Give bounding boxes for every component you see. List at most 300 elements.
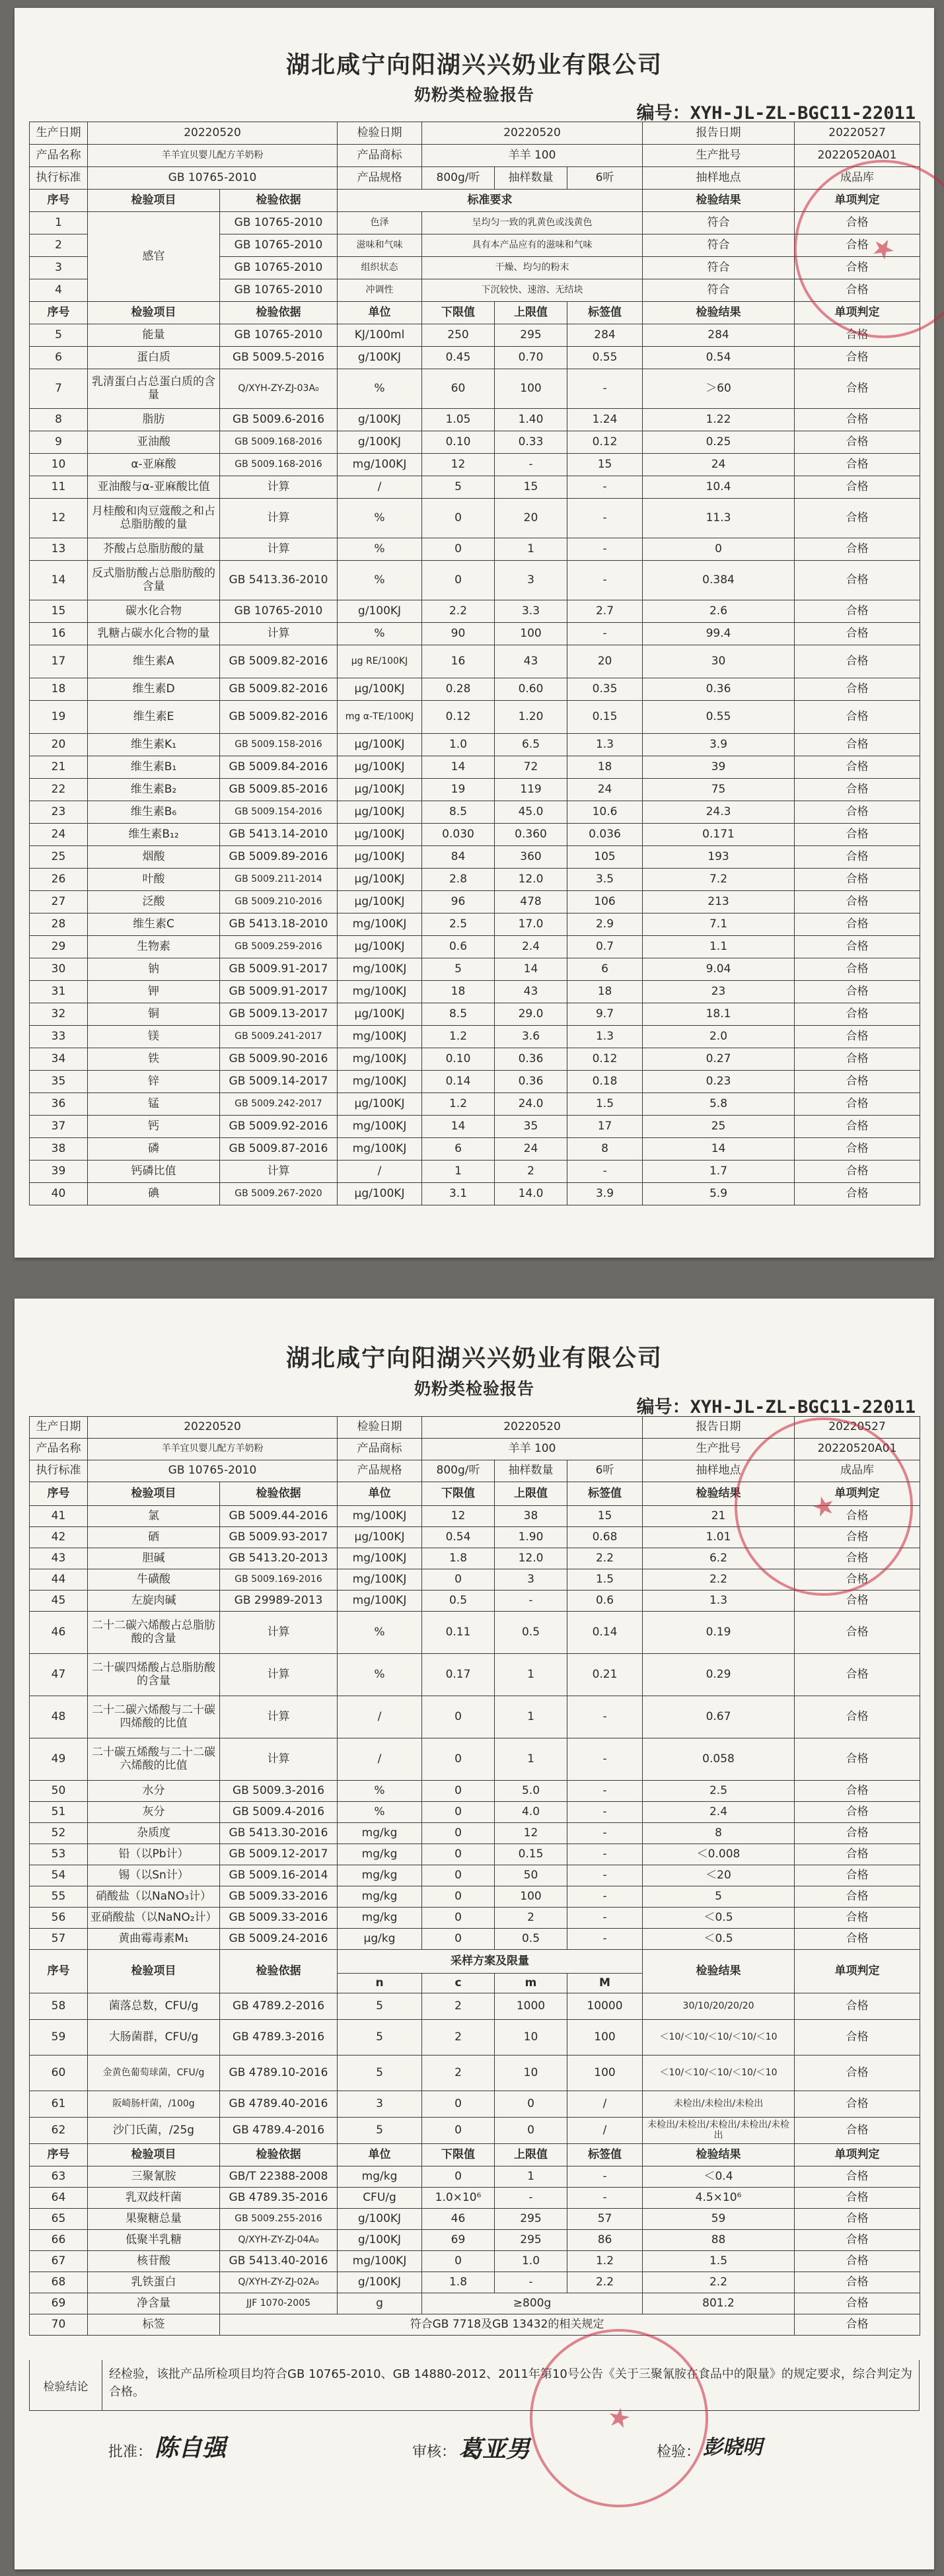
inspection-date-label: 检验日期 — [338, 1417, 422, 1439]
item-upper-limit: 295 — [495, 324, 567, 347]
item-lower-limit: 0.45 — [422, 347, 495, 369]
item-verdict: 合格 — [795, 409, 920, 431]
product-name-value: 羊羊宜贝婴儿配方羊奶粉 — [88, 145, 338, 167]
sample-c: 2 — [422, 2056, 495, 2091]
item-name: 净含量 — [88, 2293, 220, 2314]
item-label-value: - — [567, 2166, 643, 2188]
item-result: 2.5 — [643, 1781, 795, 1802]
item-lower-limit: 84 — [422, 846, 495, 869]
item-no: 63 — [30, 2166, 88, 2188]
table-row — [30, 981, 920, 1003]
table-row — [30, 645, 920, 678]
item-method: GB 5413.40-2016 — [220, 2251, 338, 2272]
item-verdict: 合格 — [795, 2188, 920, 2209]
item-label-value: 17 — [567, 1116, 643, 1138]
item-method: GB 10765-2010 — [220, 234, 338, 257]
item-name: 铜 — [88, 1003, 220, 1026]
sample-M: / — [567, 2118, 643, 2144]
item-lower-limit: 1.2 — [422, 1093, 495, 1116]
batch-number-value: 20220520A01 — [795, 145, 920, 167]
item-no: 17 — [30, 645, 88, 678]
item-upper-limit: 14.0 — [495, 1183, 567, 1205]
column-header: 序号 — [30, 1950, 88, 1993]
item-lower-limit: 0 — [422, 1886, 495, 1908]
item-result: 10.4 — [643, 476, 795, 499]
item-result: 24.3 — [643, 801, 795, 824]
micro-row — [30, 2118, 920, 2144]
item-lower-limit: 0 — [422, 1823, 495, 1844]
item-name: 大肠菌群，CFU/g — [88, 2020, 220, 2056]
item-lower-limit: 14 — [422, 1116, 495, 1138]
item-name: 标签 — [88, 2314, 220, 2336]
item-upper-limit: 478 — [495, 891, 567, 913]
item-no: 10 — [30, 454, 88, 476]
seal-star-icon: ★ — [865, 230, 901, 268]
production-date-value: 20220520 — [88, 1417, 338, 1439]
column-header: 检验项目 — [88, 1950, 220, 1993]
item-method: JJF 1070-2005 — [220, 2293, 338, 2314]
item-unit: μg/100KJ — [338, 1003, 422, 1026]
item-method: GB 5009.5-2016 — [220, 347, 338, 369]
item-no: 70 — [30, 2314, 88, 2336]
column-header: 检验结果 — [643, 1950, 795, 1993]
item-no: 43 — [30, 1548, 88, 1569]
table-row — [30, 347, 920, 369]
item-verdict: 合格 — [795, 324, 920, 347]
item-upper-limit: 295 — [495, 2230, 567, 2251]
item-no: 14 — [30, 561, 88, 600]
item-unit: % — [338, 1654, 422, 1696]
item-unit: μg/100KJ — [338, 678, 422, 701]
item-name: 低聚半乳糖 — [88, 2230, 220, 2251]
table-row — [30, 678, 920, 701]
item-no: 53 — [30, 1844, 88, 1865]
item-name: 维生素K₁ — [88, 734, 220, 756]
sampling-sub-header: n — [338, 1974, 422, 1993]
header-block — [30, 122, 920, 190]
item-lower-limit: 96 — [422, 891, 495, 913]
item-label-value: - — [567, 1781, 643, 1802]
item-label-value: 0.35 — [567, 678, 643, 701]
item-method: 计算 — [220, 1696, 338, 1738]
table-row — [30, 1929, 920, 1950]
table-row — [30, 324, 920, 347]
item-verdict: 合格 — [795, 369, 920, 409]
item-lower-limit: 0.28 — [422, 678, 495, 701]
sample-location-label: 抽样地点 — [643, 167, 795, 190]
item-method: GB 5009.84-2016 — [220, 756, 338, 779]
item-result: 0.058 — [643, 1738, 795, 1781]
item-label-value: - — [567, 623, 643, 645]
item-result: 0.171 — [643, 824, 795, 846]
item-verdict: 合格 — [795, 600, 920, 623]
item-no: 62 — [30, 2118, 88, 2144]
item-no: 39 — [30, 1161, 88, 1183]
column-header: 单项判定 — [795, 1950, 920, 1993]
item-result: 1.3 — [643, 1591, 795, 1612]
sensory-header-row — [30, 190, 920, 212]
item-name: 杂质度 — [88, 1823, 220, 1844]
sampling-sub-header: m — [495, 1974, 567, 1993]
item-lower-limit: 0.10 — [422, 1048, 495, 1071]
item-result: 30 — [643, 645, 795, 678]
column-header: 检验项目 — [88, 1482, 220, 1506]
item-label-value: 0.6 — [567, 1591, 643, 1612]
item-result: 6.2 — [643, 1548, 795, 1569]
sensory-requirement: 干燥、均匀的粉末 — [422, 257, 643, 279]
micro-row — [30, 1993, 920, 2020]
item-unit: mg/kg — [338, 2166, 422, 2188]
item-result: 5 — [643, 1886, 795, 1908]
item-no: 30 — [30, 958, 88, 981]
item-result: ＞60 — [643, 369, 795, 409]
item-label-value: 0.036 — [567, 824, 643, 846]
item-method: 计算 — [220, 1161, 338, 1183]
item-no: 27 — [30, 891, 88, 913]
item-upper-limit: 100 — [495, 623, 567, 645]
sample-n: 3 — [338, 2091, 422, 2118]
item-verdict: 合格 — [795, 891, 920, 913]
item-method: GB 5009.85-2016 — [220, 779, 338, 801]
item-upper-limit: 12.0 — [495, 869, 567, 891]
item-name: 乳铁蛋白 — [88, 2272, 220, 2293]
item-upper-limit: - — [495, 2272, 567, 2293]
item-method: 计算 — [220, 623, 338, 645]
item-verdict: 合格 — [795, 734, 920, 756]
item-unit: mg/100KJ — [338, 1071, 422, 1093]
item-result: 符合 — [643, 279, 795, 302]
item-method: GB 5009.13-2017 — [220, 1003, 338, 1026]
item-no: 55 — [30, 1886, 88, 1908]
batch-number-value: 20220520A01 — [795, 1439, 920, 1460]
item-verdict: 合格 — [795, 1026, 920, 1048]
item-upper-limit: 1 — [495, 538, 567, 561]
item-unit: μg/100KJ — [338, 824, 422, 846]
item-label-value: - — [567, 1738, 643, 1781]
review-signature: 葛亚男 — [458, 2435, 530, 2463]
item-upper-limit: 0.33 — [495, 431, 567, 454]
item-upper-limit: 12 — [495, 1823, 567, 1844]
spec-label: 产品规格 — [338, 1460, 422, 1482]
item-lower-limit: 1.8 — [422, 1548, 495, 1569]
item-no: 19 — [30, 701, 88, 734]
item-name: 能量 — [88, 324, 220, 347]
item-lower-limit: 1.2 — [422, 1026, 495, 1048]
item-label-value: 3.5 — [567, 869, 643, 891]
item-unit: μg/100KJ — [338, 801, 422, 824]
item-lower-limit: 90 — [422, 623, 495, 645]
table-row — [30, 701, 920, 734]
seal-star-icon: ★ — [604, 2401, 634, 2435]
sample-n: 5 — [338, 1993, 422, 2020]
item-method: GB 5009.3-2016 — [220, 1781, 338, 1802]
item-verdict: 合格 — [795, 1654, 920, 1696]
item-no: 2 — [30, 234, 88, 257]
item-verdict: 合格 — [795, 431, 920, 454]
item-label-value: 0.15 — [567, 701, 643, 734]
item-no: 29 — [30, 936, 88, 958]
column-header: 标签值 — [567, 2144, 643, 2166]
item-name: 蛋白质 — [88, 347, 220, 369]
sample-qty-value: 6听 — [567, 1460, 643, 1482]
item-name: 维生素C — [88, 913, 220, 936]
item-lower-limit: 0 — [422, 1929, 495, 1950]
column-header: 单位 — [338, 1482, 422, 1506]
item-no: 41 — [30, 1506, 88, 1527]
report-page-1 — [15, 8, 934, 1258]
sample-n: 5 — [338, 2056, 422, 2091]
item-no: 61 — [30, 2091, 88, 2118]
table-row — [30, 538, 920, 561]
item-method: GB/T 22388-2008 — [220, 2166, 338, 2188]
batch-number-label: 生产批号 — [643, 145, 795, 167]
standard-value: GB 10765-2010 — [88, 167, 338, 190]
item-method: GB 5009.12-2017 — [220, 1844, 338, 1865]
item-verdict: 合格 — [795, 538, 920, 561]
standard-label: 执行标准 — [30, 167, 88, 190]
item-label-value: - — [567, 1823, 643, 1844]
report-subtitle: 奶粉类检验报告 — [414, 1379, 534, 1398]
column-header-row — [30, 2144, 920, 2166]
item-verdict: 合格 — [795, 454, 920, 476]
table-row — [30, 2251, 920, 2272]
item-upper-limit: 3 — [495, 561, 567, 600]
item-upper-limit: - — [495, 454, 567, 476]
item-result: ＜10/＜10/＜10/＜10/＜10 — [643, 2056, 795, 2091]
item-lower-limit: 12 — [422, 454, 495, 476]
item-result: 30/10/20/20/20 — [643, 1993, 795, 2020]
sample-M: / — [567, 2091, 643, 2118]
table-row — [30, 1591, 920, 1612]
item-name: 三聚氰胺 — [88, 2166, 220, 2188]
item-upper-limit: 50 — [495, 1865, 567, 1886]
item-label-value: 0.7 — [567, 936, 643, 958]
item-result: 99.4 — [643, 623, 795, 645]
item-result: 21 — [643, 1506, 795, 1527]
item-method: GB 5009.92-2016 — [220, 1116, 338, 1138]
item-label-value: 8 — [567, 1138, 643, 1161]
item-result: 1.1 — [643, 936, 795, 958]
report-serial-number: 编号：XYH-JL-ZL-BGC11-22011 — [636, 1397, 916, 1417]
item-result: 18.1 — [643, 1003, 795, 1026]
item-lower-limit: 1.05 — [422, 409, 495, 431]
item-lower-limit: 2.5 — [422, 913, 495, 936]
item-no: 3 — [30, 257, 88, 279]
item-label-value: 3.9 — [567, 1183, 643, 1205]
column-header: 检验结果 — [643, 1482, 795, 1506]
column-header: 单位 — [338, 302, 422, 324]
item-verdict: 合格 — [795, 476, 920, 499]
table-row — [30, 801, 920, 824]
item-result: 25 — [643, 1116, 795, 1138]
item-label-value: 9.7 — [567, 1003, 643, 1026]
item-upper-limit: 0.5 — [495, 1929, 567, 1950]
item-name: 二十碳四烯酸占总脂肪酸的含量 — [88, 1654, 220, 1696]
column-header: 检验结果 — [643, 190, 795, 212]
item-result: 5.8 — [643, 1093, 795, 1116]
item-unit: μg/kg — [338, 1929, 422, 1950]
item-no: 31 — [30, 981, 88, 1003]
item-no: 7 — [30, 369, 88, 409]
sample-c: 2 — [422, 1993, 495, 2020]
item-name: 二十碳五烯酸与二十二碳六烯酸的比值 — [88, 1738, 220, 1781]
item-lower-limit: 16 — [422, 645, 495, 678]
table-row — [30, 913, 920, 936]
item-name: 二十二碳六烯酸占总脂肪酸的含量 — [88, 1612, 220, 1654]
item-upper-limit: 15 — [495, 476, 567, 499]
approve-label: 批准： — [108, 2444, 153, 2460]
item-verdict: 合格 — [795, 1003, 920, 1026]
item-unit: / — [338, 1738, 422, 1781]
item-lower-limit: 0.12 — [422, 701, 495, 734]
item-name: 乳糖占碳水化合物的量 — [88, 623, 220, 645]
item-lower-limit: 0 — [422, 1802, 495, 1823]
item-lower-limit: 8.5 — [422, 1003, 495, 1026]
item-no: 24 — [30, 824, 88, 846]
report-date-value: 20220527 — [795, 1417, 920, 1439]
sample-location-label: 抽样地点 — [643, 1460, 795, 1482]
item-lower-limit: 2.2 — [422, 600, 495, 623]
item-no: 4 — [30, 279, 88, 302]
item-lower-limit: 1.0×10⁶ — [422, 2188, 495, 2209]
item-method: GB 5413.20-2013 — [220, 1548, 338, 1569]
item-unit: μg/100KJ — [338, 891, 422, 913]
table-row — [30, 2293, 920, 2314]
item-unit: μg/100KJ — [338, 936, 422, 958]
item-upper-limit: 20 — [495, 499, 567, 538]
sensory-item: 色泽 — [338, 212, 422, 234]
item-label-value: 106 — [567, 891, 643, 913]
header-row-standard — [30, 167, 920, 190]
item-unit: CFU/g — [338, 2188, 422, 2209]
column-header: 检验依据 — [220, 2144, 338, 2166]
item-verdict: 合格 — [795, 1506, 920, 1527]
label-requirement: 符合GB 7718及GB 13432的相关规定 — [220, 2314, 795, 2336]
table-row — [30, 600, 920, 623]
item-upper-limit: 12.0 — [495, 1548, 567, 1569]
item-upper-limit: 1 — [495, 1738, 567, 1781]
item-lower-limit: 1.0 — [422, 734, 495, 756]
item-verdict: 合格 — [795, 1802, 920, 1823]
item-upper-limit: 0.60 — [495, 678, 567, 701]
table-row — [30, 1696, 920, 1738]
item-verdict: 合格 — [795, 869, 920, 891]
sample-m: 10 — [495, 2056, 567, 2091]
column-header: 单项判定 — [795, 190, 920, 212]
item-unit: mg/kg — [338, 1844, 422, 1865]
sensory-item: 冲调性 — [338, 279, 422, 302]
item-label-value: 1.2 — [567, 2251, 643, 2272]
item-name: 烟酸 — [88, 846, 220, 869]
item-verdict: 合格 — [795, 1865, 920, 1886]
table-row — [30, 1026, 920, 1048]
item-name: 氯 — [88, 1506, 220, 1527]
sample-M: 10000 — [567, 1993, 643, 2020]
item-no: 68 — [30, 2272, 88, 2293]
item-no: 66 — [30, 2230, 88, 2251]
item-name: 碳水化合物 — [88, 600, 220, 623]
column-header: 上限值 — [495, 302, 567, 324]
column-header: 检验结果 — [643, 2144, 795, 2166]
column-header: 标签值 — [567, 302, 643, 324]
item-unit: mg/100KJ — [338, 913, 422, 936]
item-lower-limit: 12 — [422, 1506, 495, 1527]
item-no: 60 — [30, 2056, 88, 2091]
item-verdict: 合格 — [795, 1696, 920, 1738]
item-no: 45 — [30, 1591, 88, 1612]
item-unit: μg/100KJ — [338, 846, 422, 869]
product-name-value: 羊羊宜贝婴儿配方羊奶粉 — [88, 1439, 338, 1460]
column-header-row — [30, 302, 920, 324]
item-unit: μg/100KJ — [338, 1093, 422, 1116]
item-method: GB 5009.210-2016 — [220, 891, 338, 913]
item-upper-limit: 35 — [495, 1116, 567, 1138]
item-label-value: 1.5 — [567, 1569, 643, 1591]
item-no: 37 — [30, 1116, 88, 1138]
column-header: 上限值 — [495, 1482, 567, 1506]
table-row — [30, 1844, 920, 1865]
item-unit: % — [338, 623, 422, 645]
table-row — [30, 1612, 920, 1654]
column-header: 标签值 — [567, 1482, 643, 1506]
table-row — [30, 891, 920, 913]
item-upper-limit: - — [495, 1591, 567, 1612]
item-no: 69 — [30, 2293, 88, 2314]
item-lower-limit: 1 — [422, 1161, 495, 1183]
item-label-value: - — [567, 499, 643, 538]
item-method: GB 5009.242-2017 — [220, 1093, 338, 1116]
brand-value: 羊羊 100 — [422, 145, 643, 167]
item-label-value: 15 — [567, 1506, 643, 1527]
item-label-value: 2.9 — [567, 913, 643, 936]
item-result: 0.29 — [643, 1654, 795, 1696]
item-method: GB 5009.91-2017 — [220, 958, 338, 981]
item-result: 1.22 — [643, 409, 795, 431]
item-method: GB 5009.16-2014 — [220, 1865, 338, 1886]
item-method: GB 5009.6-2016 — [220, 409, 338, 431]
item-unit: g/100KJ — [338, 2272, 422, 2293]
item-name: 钠 — [88, 958, 220, 981]
table-row — [30, 476, 920, 499]
item-no: 51 — [30, 1802, 88, 1823]
header-row-product — [30, 145, 920, 167]
item-verdict: 合格 — [795, 701, 920, 734]
item-upper-limit: 3 — [495, 1569, 567, 1591]
conclusion-row — [29, 2360, 920, 2411]
item-name: 水分 — [88, 1781, 220, 1802]
item-method: GB 29989-2013 — [220, 1591, 338, 1612]
item-upper-limit: 0.36 — [495, 1071, 567, 1093]
item-upper-limit: 1 — [495, 1654, 567, 1696]
sample-qty-label: 抽样数量 — [495, 167, 567, 190]
item-method: GB 4789.10-2016 — [220, 2056, 338, 2091]
conclusion-label: 检验结论 — [30, 2360, 102, 2410]
item-upper-limit: 43 — [495, 981, 567, 1003]
product-name-label: 产品名称 — [30, 145, 88, 167]
column-header: 检验依据 — [220, 1482, 338, 1506]
item-no: 13 — [30, 538, 88, 561]
item-label-value: 20 — [567, 645, 643, 678]
company-title: 湖北咸宁向阳湖兴兴奶业有限公司 — [285, 52, 663, 79]
item-result: 193 — [643, 846, 795, 869]
production-date-label: 生产日期 — [30, 1417, 88, 1439]
table-row — [30, 1865, 920, 1886]
report-page-2 — [15, 1299, 934, 2569]
item-result: 14 — [643, 1138, 795, 1161]
item-label-value: - — [567, 1802, 643, 1823]
item-result: 1.5 — [643, 2251, 795, 2272]
item-upper-limit: 295 — [495, 2209, 567, 2230]
